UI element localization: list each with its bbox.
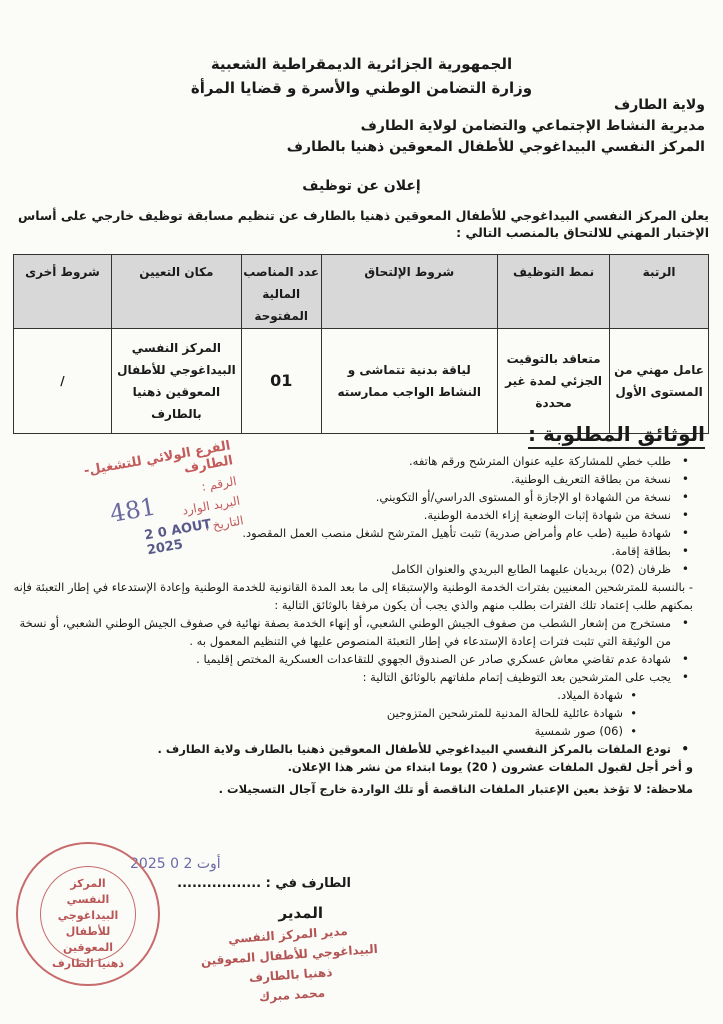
table-header-row — [14, 255, 709, 329]
cell-recruitment-type: متعاقد بالتوقيت الجزئي لمدة غير محددة — [498, 329, 610, 434]
letterhead — [0, 52, 723, 100]
stamp-number: 481 — [107, 492, 158, 529]
list-item: • يجب على المترشحين بعد التوظيف إتمام ملفاتهم بالوثائق التالية : — [13, 668, 675, 686]
documents-title: الوثائق المطلوبة : — [528, 422, 705, 449]
list-item: • شهادة عدم تقاضي معاش عسكري صادر عن الصندوق الجهوي للتقاعدات العسكرية المختص إقليميا . — [13, 650, 675, 668]
header-conditions: شروط الإلتحاق — [321, 255, 497, 329]
positions-table — [13, 254, 709, 434]
director-signature — [197, 919, 382, 1011]
center-name: المركز النفسي البيداغوجي للأطفال المعوقين ذهنيا بالطارف — [286, 139, 705, 155]
deposit-list — [13, 740, 693, 758]
header-other: شروط أخرى — [14, 255, 112, 329]
military-list — [13, 614, 693, 686]
wilaya-name: ولاية الطارف — [613, 97, 705, 113]
list-item: • مستخرج من إشعار الشطب من صفوف الجيش الوطني الشعبي، أو إنهاء الخدمة بصفة نهائية في صفوف الجيش الوطني الشعبي، أو نسخة من الوثيقة التي تثبت فترات إعادة الإستدعاء في إطار التعبئة المنصوص عليها في التنظيم المعمول به . — [13, 614, 675, 650]
military-paragraph: - بالنسبة للمترشحين المعنيين بفترات الخدمة الوطنية والإستبقاء إلى ما بعد المدة القانونية للخدمة الوطنية وإعادة الإستدعاء في إطار التعبئة فإنه بمكنهم طلب إعتماد تلك الفترات بطلب منهم والذي يجب أن يكون مرفقا بالوثائق التالية : — [13, 580, 693, 612]
after-hiring-list — [13, 686, 693, 740]
header-grade: الرتبة — [610, 255, 709, 329]
list-item: • شهادة عائلية للحالة المدنية للمترشحين المتزوجين — [13, 704, 623, 722]
director-title: المدير — [278, 904, 323, 922]
country-name: الجمهورية الجزائرية الديمقراطية الشعبية — [210, 55, 513, 73]
note-text: ملاحظة: لا تؤخذ بعين الإعتبار الملفات الناقصة أو تلك الواردة خارج آجال التسجيلات . — [218, 782, 693, 796]
cell-grade: عامل مهني من المستوى الأول — [610, 329, 709, 434]
cell-conditions: لياقة بدنية تتماشى و النشاط الواجب ممارسته — [321, 329, 497, 434]
list-item: • بطاقة إقامة. — [13, 542, 675, 560]
list-item: • طلب خطي للمشاركة عليه عنوان المترشح ورقم هاتفه. — [13, 452, 675, 470]
list-item: • (06) صور شمسية — [13, 722, 623, 740]
directorate-name: مديرية النشاط الإجتماعي والتضامن لولاية الطارف — [360, 118, 705, 134]
table-row — [14, 329, 709, 434]
cell-other: / — [14, 329, 112, 434]
signer-name: محمد مبرك — [258, 985, 326, 1005]
stamp-office: الفرع الولائي للتشغيل- الطارف — [82, 438, 235, 479]
stamp-number-label: الرقم : — [200, 473, 238, 494]
list-item: • ظرفان (02) بريديان عليهما الطابع البريدي والعنوان الكامل — [13, 560, 675, 578]
stamp-date: 2 0 AOUT 2025 — [143, 516, 213, 559]
header-place: مكان التعيين — [111, 255, 241, 329]
announcement-intro: يعلن المركز النفسي البيداغوجي للأطفال المعوقين ذهنيا بالطارف عن تنظيم مسابقة توظيف خارجي على أساس الإختبار المهني للالتحاق بالمنصب التالي : — [17, 208, 709, 240]
list-item: • شهادة طبية (طب عام وأمراض صدرية) تثبت تأهيل المترشح لشغل منصب العمل المقصود. — [13, 524, 675, 542]
organization-block — [15, 95, 705, 158]
header-recruitment-type: نمط التوظيف — [498, 255, 610, 329]
announcement-title: إعلان عن توظيف — [302, 178, 421, 194]
signing-place: الطارف في : ................. — [177, 876, 351, 891]
signing-date-stamp: 2025 أوت 2 0 — [130, 856, 221, 872]
header-positions: عدد المناصب المالية المفتوحة — [241, 255, 321, 329]
seal-text: المركز النفسي البيداغوجي للأطفال المعوقين ذهنيا الطارف — [51, 877, 125, 970]
stamp-date-label: التاريخ : — [203, 513, 245, 534]
ministry-name: وزارة التضامن الوطني والأسرة و قضايا المرأة — [190, 79, 533, 97]
deadline-text: و أخر أجل لقبول الملفات عشرون ( 20) يوما ابتداء من نشر هذا الإعلان. — [287, 760, 693, 774]
list-item: • نسخة من الشهادة او الإجازة أو المستوى الدراسي/أو التكويني. — [13, 488, 675, 506]
list-item: • نسخة من شهادة إثبات الوضعية إزاء الخدمة الوطنية. — [13, 506, 675, 524]
signature-text: مدير المركز النفسي البيداغوجي للأطفال المعوقين ذهنيا بالطارف — [200, 923, 379, 985]
cell-place: المركز النفسي البيداغوجي للأطفال المعوقين ذهنيا بالطارف — [111, 329, 241, 434]
list-item: • نسخة من بطاقة التعريف الوطنية. — [13, 470, 675, 488]
cell-positions: 01 — [241, 329, 321, 434]
official-seal — [16, 842, 160, 986]
deposit-instruction: • تودع الملفات بالمركز النفسي البيداغوجي للأطفال المعوقين ذهنيا بالطارف ولاية الطارف . — [13, 740, 675, 758]
list-item: • شهادة الميلاد. — [13, 686, 623, 704]
stamp-mail-label: البريد الوارد — [181, 493, 242, 518]
